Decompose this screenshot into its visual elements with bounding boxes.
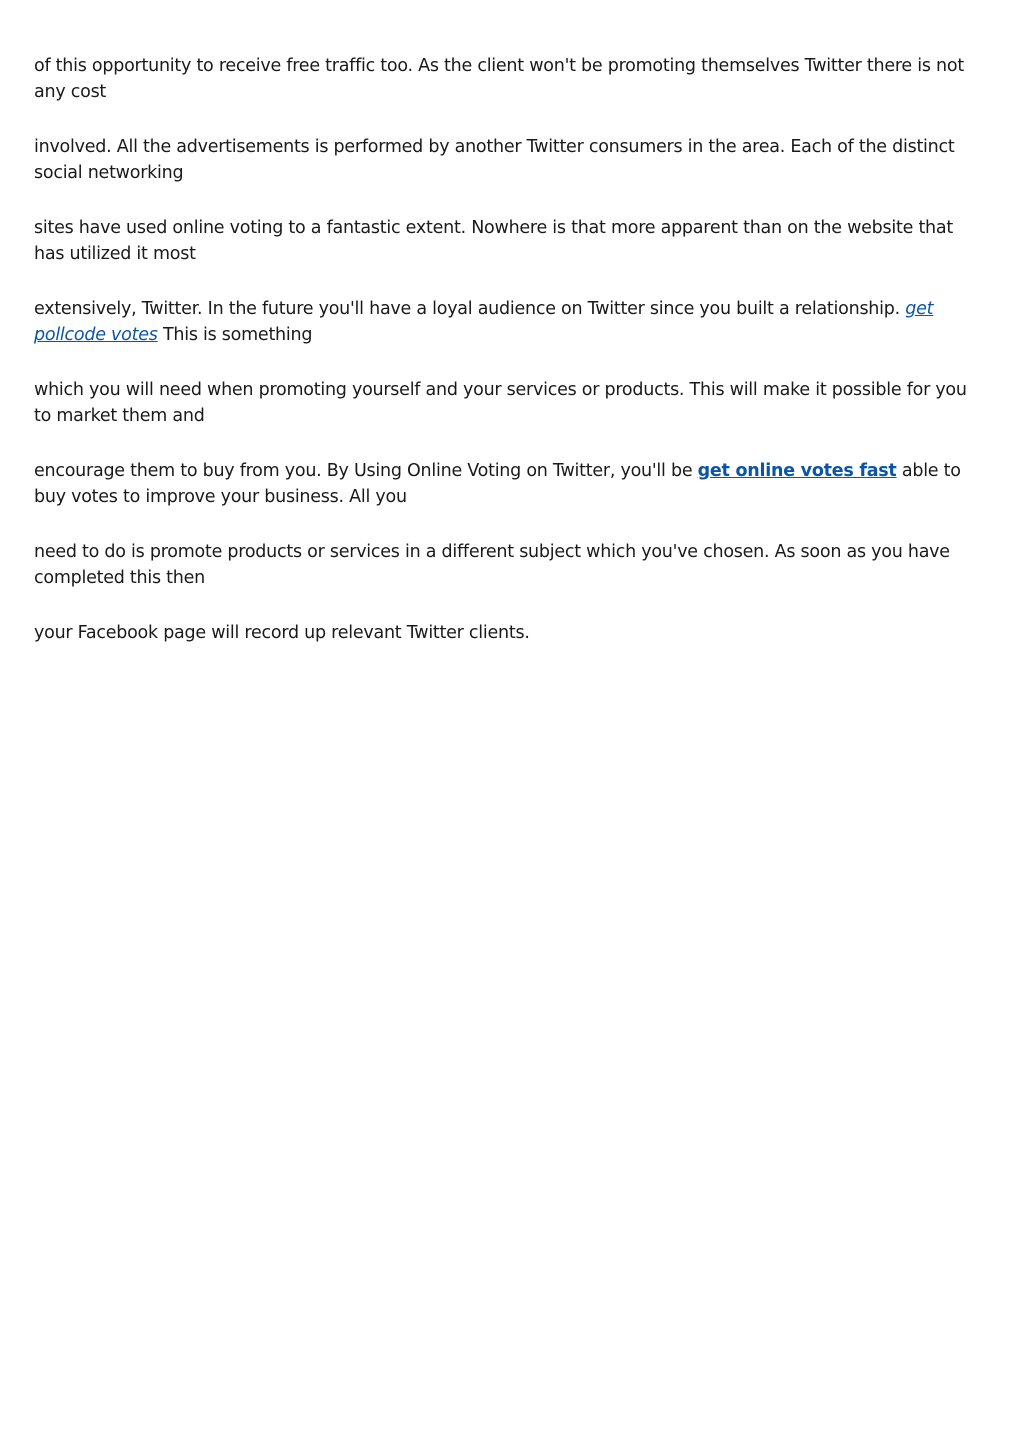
paragraph bbox=[34, 458, 984, 510]
paragraph-text: which you will need when promoting yourself and your services or products. This will make it possible for you to market them and bbox=[34, 380, 967, 426]
paragraph bbox=[34, 215, 984, 267]
paragraph bbox=[34, 620, 984, 646]
get-pollcode-votes-link[interactable]: get pollcode votes bbox=[34, 299, 934, 345]
paragraph bbox=[34, 53, 984, 105]
paragraph bbox=[34, 134, 984, 186]
paragraph bbox=[34, 296, 984, 348]
get-online-votes-fast-link[interactable]: get online votes fast bbox=[697, 461, 897, 481]
paragraph-text: encourage them to buy from you. By Using Online Voting on Twitter, you'll be bbox=[34, 461, 698, 481]
paragraph-text: This is something bbox=[157, 325, 313, 345]
paragraph-text: need to do is promote products or services in a different subject which you've chosen. As soon as you have completed this then bbox=[34, 542, 950, 588]
paragraph-text: involved. All the advertisements is performed by another Twitter consumers in the area. Each of the distinct social networking bbox=[34, 137, 955, 183]
paragraph-text: your Facebook page will record up relevant Twitter clients. bbox=[34, 623, 530, 643]
paragraph-text: of this opportunity to receive free traffic too. As the client won't be promoting themselves Twitter there is not any cost bbox=[34, 56, 964, 102]
paragraph-text: extensively, Twitter. In the future you'll have a loyal audience on Twitter since you built a relationship. bbox=[34, 299, 906, 319]
paragraph-text: able to buy votes to improve your business. All you bbox=[34, 461, 961, 507]
paragraph bbox=[34, 539, 984, 591]
paragraph-text: sites have used online voting to a fantastic extent. Nowhere is that more apparent than on the website that has utilized it most bbox=[34, 218, 953, 264]
paragraph bbox=[34, 377, 984, 429]
